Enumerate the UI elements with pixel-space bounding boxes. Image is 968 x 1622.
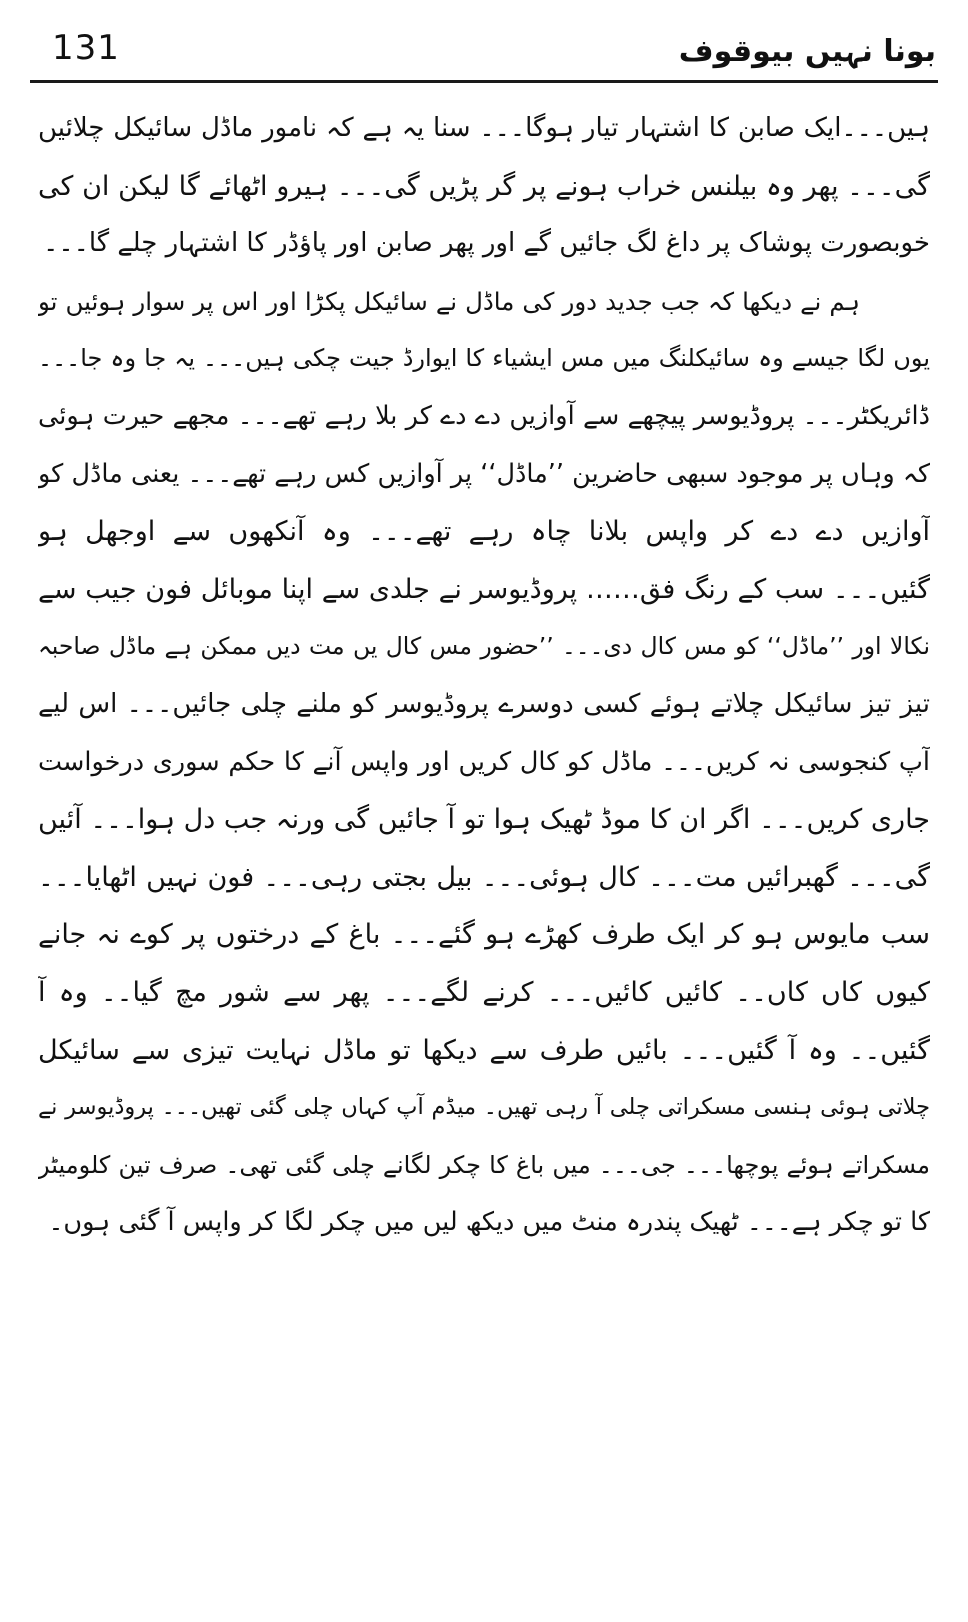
paragraph-line: چلاتی ہوئی ہنسی مسکراتی چلی آ رہی تھیں۔ میڈم آپ کہاں چلی گئی تھیں۔۔۔ پروڈیوسر نے xyxy=(38,1094,930,1121)
paragraph-line: کا تو چکر ہے۔۔۔ ٹھیک پندرہ منٹ میں دیکھ لیں میں چکر لگا کر واپس آ گئی ہوں۔ xyxy=(48,1207,930,1238)
paragraph-line: آوازیں دے دے کر واپس بلانا چاہ رہے تھے۔۔۔ وہ آنکھوں سے اوجھل ہو xyxy=(38,516,930,548)
paragraph-line: گی۔۔۔ پھر وہ بیلنس خراب ہونے پر گر پڑیں گی۔۔۔ ہیرو اٹھائے گا لیکن ان کی xyxy=(38,170,930,202)
header-divider xyxy=(30,80,938,83)
page-number: 131 xyxy=(52,28,120,68)
paragraph-line: نکالا اور ’’ماڈل‘‘ کو مس کال دی۔۔۔ ’’حضور مس کال یں مت دیں ممکن ہے ماڈل صاحبہ xyxy=(38,632,930,661)
paragraph-line: تیز تیز سائیکل چلاتے ہوئے کسی دوسرے پروڈیوسر کو ملنے چلی جائیں۔۔۔ اس لیے xyxy=(38,688,930,719)
paragraph-line: کیوں کاں کاں۔۔ کائیں کائیں۔۔۔ کرنے لگے۔۔۔ پھر سے شور مچ گیا۔۔ وہ آ xyxy=(38,976,930,1008)
paragraph-line: گی۔۔۔ گھبرائیں مت۔۔۔ کال ہوئی۔۔۔ بیل بجتی رہی۔۔۔ فون نہیں اٹھایا۔۔۔ xyxy=(38,861,930,893)
paragraph-line: ہم نے دیکھا کہ جب جدید دور کی ماڈل نے سائیکل پکڑا اور اس پر سوار ہوئیں تو xyxy=(38,286,860,316)
paragraph-line: ہیں۔۔۔ایک صابن کا اشتہار تیار ہوگا۔۔۔ سنا یہ ہے کہ نامور ماڈل سائیکل چلائیں xyxy=(38,113,930,143)
paragraph-line: یوں لگا جیسے وہ سائیکلنگ میں مس ایشیاء کا ایوارڈ جیت چکی ہیں۔۔۔ یہ جا وہ جا۔۔۔ xyxy=(38,344,930,373)
paragraph-line: خوبصورت پوشاک پر داغ لگ جائیں گے اور پھر صابن اور پاؤڈر کا اشتہار چلے گا۔۔۔ xyxy=(43,228,930,259)
running-title: بونا نہیں بیوقوف xyxy=(678,34,936,69)
page-header xyxy=(30,20,938,80)
paragraph-line: گئیں۔۔۔ سب کے رنگ فق…… پروڈیوسر نے جلدی سے اپنا موبائل فون جیب سے xyxy=(38,573,930,605)
paragraph-line: سب مایوس ہو کر ایک طرف کھڑے ہو گئے۔۔۔ باغ کے درختوں پر کوے نہ جانے xyxy=(38,919,930,951)
paragraph-line: کہ وہاں پر موجود سبھی حاضرین ’’ماڈل‘‘ پر آوازیں کس رہے تھے۔۔۔ یعنی ماڈل کو xyxy=(38,458,930,489)
paragraph-line: جاری کریں۔۔۔ اگر ان کا موڈ ٹھیک ہوا تو آ جائیں گی ورنہ جب دل ہوا۔۔۔ آئیں xyxy=(38,804,930,836)
paragraph-line: گئیں۔۔ وہ آ گئیں۔۔۔ بائیں طرف سے دیکھا تو ماڈل نہایت تیزی سے سائیکل xyxy=(38,1034,930,1066)
paragraph-line: ڈائریکٹر۔۔۔ پروڈیوسر پیچھے سے آوازیں دے دے کر بلا رہے تھے۔۔۔ مجھے حیرت ہوئی xyxy=(38,400,930,431)
body-text xyxy=(38,100,930,1252)
paragraph-line: آپ کنجوسی نہ کریں۔۔۔ ماڈل کو کال کریں اور واپس آنے کا حکم سوری درخواست xyxy=(38,746,930,777)
paragraph-line: مسکراتے ہوئے پوچھا۔۔۔ جی۔۔۔ میں باغ کا چکر لگانے چلی گئی تھی۔ صرف تین کلومیٹر xyxy=(38,1150,930,1179)
